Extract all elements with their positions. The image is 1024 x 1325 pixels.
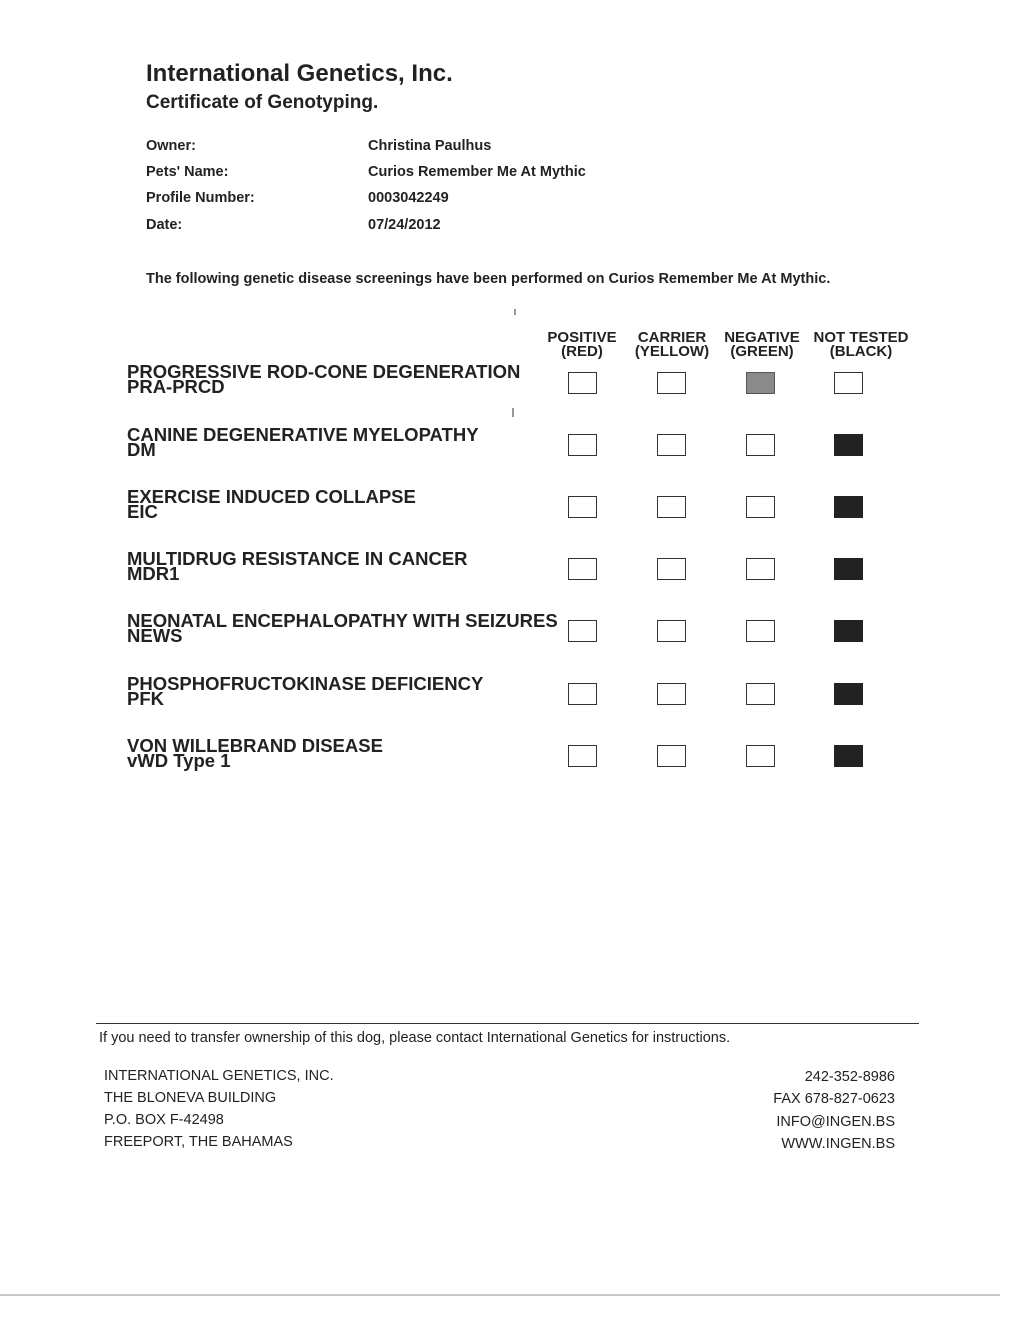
owner-value: Christina Paulhus xyxy=(368,138,492,154)
result-box-positive xyxy=(568,620,597,642)
column-header-negative xyxy=(707,331,817,359)
date-value: 07/24/2012 xyxy=(368,217,441,233)
disease-name: EXERCISE INDUCED COLLAPSE xyxy=(127,486,416,507)
disease-name: CANINE DEGENERATIVE MYELOPATHY xyxy=(127,424,479,445)
result-box-negative xyxy=(746,683,775,705)
disease-dm xyxy=(127,424,479,460)
footer-divider xyxy=(96,1023,919,1024)
disease-eic xyxy=(127,486,416,522)
result-box-carrier xyxy=(657,496,686,518)
disease-name: NEONATAL ENCEPHALOPATHY WITH SEIZURES xyxy=(127,610,558,631)
address-line: INTERNATIONAL GENETICS, INC. xyxy=(104,1068,334,1084)
result-box-negative xyxy=(746,745,775,767)
disease-code: MDR1 xyxy=(127,563,180,584)
disease-code: vWD Type 1 xyxy=(127,750,231,771)
certificate-title: Certificate of Genotyping. xyxy=(146,92,379,113)
result-box-not-tested xyxy=(834,558,863,580)
result-box-not-tested xyxy=(834,372,863,394)
result-box-not-tested xyxy=(834,434,863,456)
result-box-positive xyxy=(568,683,597,705)
scan-speck xyxy=(512,408,514,417)
contact-email: INFO@INGEN.BS xyxy=(776,1114,895,1130)
result-box-positive xyxy=(568,745,597,767)
result-box-positive xyxy=(568,372,597,394)
transfer-notice: If you need to transfer ownership of this dog, please contact International Genetics for instructions. xyxy=(99,1030,731,1046)
address-line: P.O. BOX F-42498 xyxy=(104,1112,224,1128)
column-header-label: CARRIER xyxy=(637,329,707,346)
result-box-carrier xyxy=(657,372,686,394)
disease-name: PROGRESSIVE ROD-CONE DEGENERATION xyxy=(127,361,521,382)
result-box-not-tested xyxy=(834,620,863,642)
result-box-negative xyxy=(746,620,775,642)
disease-code: EIC xyxy=(127,501,158,522)
result-box-not-tested xyxy=(834,683,863,705)
disease-code: PRA-PRCD xyxy=(127,376,225,397)
column-header-not-tested xyxy=(806,331,916,359)
result-box-positive xyxy=(568,434,597,456)
company-name: International Genetics, Inc. xyxy=(146,60,453,87)
disease-name: PHOSPHOFRUCTOKINASE DEFICIENCY xyxy=(127,673,484,694)
profile-number-value: 0003042249 xyxy=(368,190,449,206)
column-header-color: (YELLOW) xyxy=(634,343,710,360)
profile-number-label: Profile Number: xyxy=(146,190,255,206)
result-box-negative xyxy=(746,558,775,580)
owner-label: Owner: xyxy=(146,138,196,154)
column-header-color: (BLACK) xyxy=(829,343,893,360)
disease-name: MULTIDRUG RESISTANCE IN CANCER xyxy=(127,548,468,569)
result-box-carrier xyxy=(657,745,686,767)
disease-vwd xyxy=(127,735,383,771)
date-label: Date: xyxy=(146,217,183,233)
column-header-color: (GREEN) xyxy=(730,343,794,360)
result-box-carrier xyxy=(657,558,686,580)
column-header-label: NOT TESTED xyxy=(813,329,909,346)
disease-code: NEWS xyxy=(127,625,183,646)
result-box-negative xyxy=(746,434,775,456)
contact-phone: 242-352-8986 xyxy=(804,1069,895,1085)
disease-news xyxy=(127,610,558,646)
contact-fax: FAX 678-827-0623 xyxy=(773,1091,895,1107)
address-line: FREEPORT, THE BAHAMAS xyxy=(104,1134,293,1150)
result-box-positive xyxy=(568,558,597,580)
disease-code: PFK xyxy=(127,688,164,709)
result-box-negative xyxy=(746,372,775,394)
scan-speck xyxy=(514,309,516,315)
disease-pfk xyxy=(127,673,484,709)
result-box-carrier xyxy=(657,620,686,642)
scan-edge-line xyxy=(0,1294,1000,1296)
result-box-not-tested xyxy=(834,496,863,518)
disease-code: DM xyxy=(127,439,156,460)
disease-mdr1 xyxy=(127,548,468,584)
column-header-label: POSITIVE xyxy=(547,329,617,346)
disease-prcd xyxy=(127,361,521,397)
result-box-carrier xyxy=(657,434,686,456)
result-box-negative xyxy=(746,496,775,518)
disease-name: VON WILLEBRAND DISEASE xyxy=(127,735,383,756)
result-box-carrier xyxy=(657,683,686,705)
pet-name-label: Pets' Name: xyxy=(146,164,229,180)
pet-name-value: Curios Remember Me At Mythic xyxy=(368,164,586,180)
contact-website: WWW.INGEN.BS xyxy=(781,1136,895,1152)
result-box-positive xyxy=(568,496,597,518)
result-box-not-tested xyxy=(834,745,863,767)
screening-intro: The following genetic disease screenings have been performed on Curios Remember Me At Mythic. xyxy=(146,271,831,287)
address-line: THE BLONEVA BUILDING xyxy=(104,1090,277,1106)
column-header-color: (RED) xyxy=(561,343,603,360)
column-header-label: NEGATIVE xyxy=(724,329,800,346)
